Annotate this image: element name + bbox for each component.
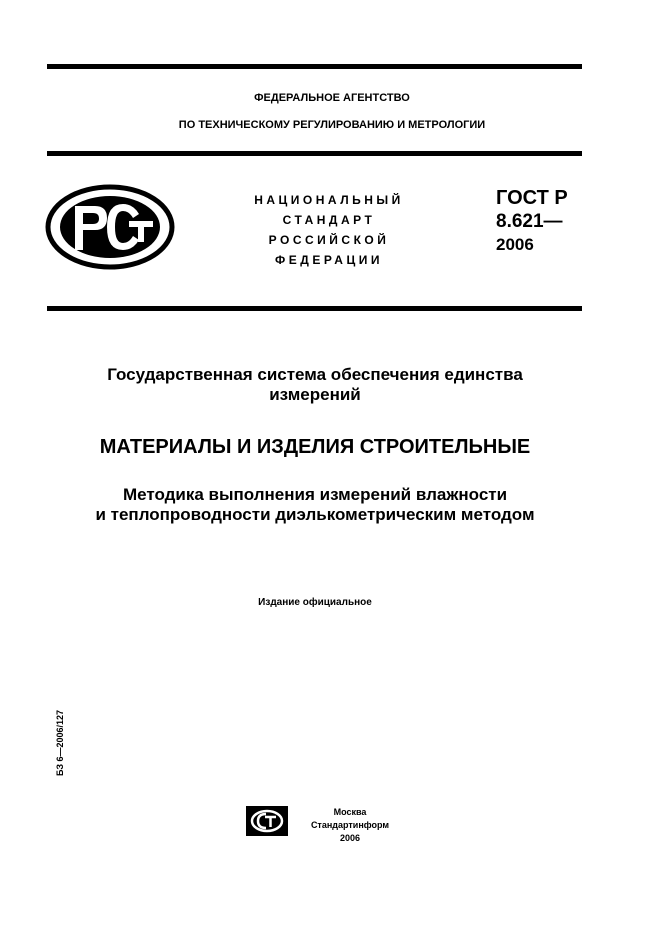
agency-name-line1: ФЕДЕРАЛЬНОЕ АГЕНТСТВО: [254, 92, 410, 104]
national-line: НАЦИОНАЛЬНЫЙ: [254, 193, 404, 207]
system-title-line1: Государственная система обеспечения единства: [107, 365, 523, 384]
gost-label: ГОСТ Р: [496, 187, 568, 209]
bottom-header-rule: [47, 306, 582, 311]
main-title: МАТЕРИАЛЫ И ИЗДЕЛИЯ СТРОИТЕЛЬНЫЕ: [99, 436, 531, 458]
standartinform-logo-icon: [246, 806, 288, 836]
edition-label: Издание официальное: [258, 597, 372, 608]
method-title-line2: и теплопроводности диэлькометрическим методом: [95, 505, 535, 524]
national-line: РОССИЙСКОЙ: [268, 233, 390, 247]
national-standard-label: [238, 190, 420, 270]
publisher-name: Стандартинформ: [310, 820, 390, 830]
top-rule: [47, 64, 582, 69]
side-code: БЗ 6—2006/127: [55, 709, 65, 777]
gost-designation: [496, 186, 568, 256]
publisher-block: [300, 806, 400, 845]
gost-year: 2006: [496, 235, 534, 254]
system-title: [40, 365, 590, 405]
middle-rule: [47, 151, 582, 156]
national-line: ФЕДЕРАЦИИ: [275, 253, 383, 267]
method-title: [40, 485, 590, 525]
gost-r-logo-icon: [45, 184, 175, 270]
system-title-line2: измерений: [269, 385, 361, 404]
national-line: СТАНДАРТ: [282, 213, 376, 227]
publisher-city: Москва: [333, 807, 367, 817]
gost-number: 8.621—: [496, 211, 563, 232]
publisher-year: 2006: [339, 833, 361, 843]
method-title-line1: Методика выполнения измерений влажности: [122, 485, 508, 504]
agency-name-line2: ПО ТЕХНИЧЕСКОМУ РЕГУЛИРОВАНИЮ И МЕТРОЛОГИИ: [178, 119, 486, 131]
